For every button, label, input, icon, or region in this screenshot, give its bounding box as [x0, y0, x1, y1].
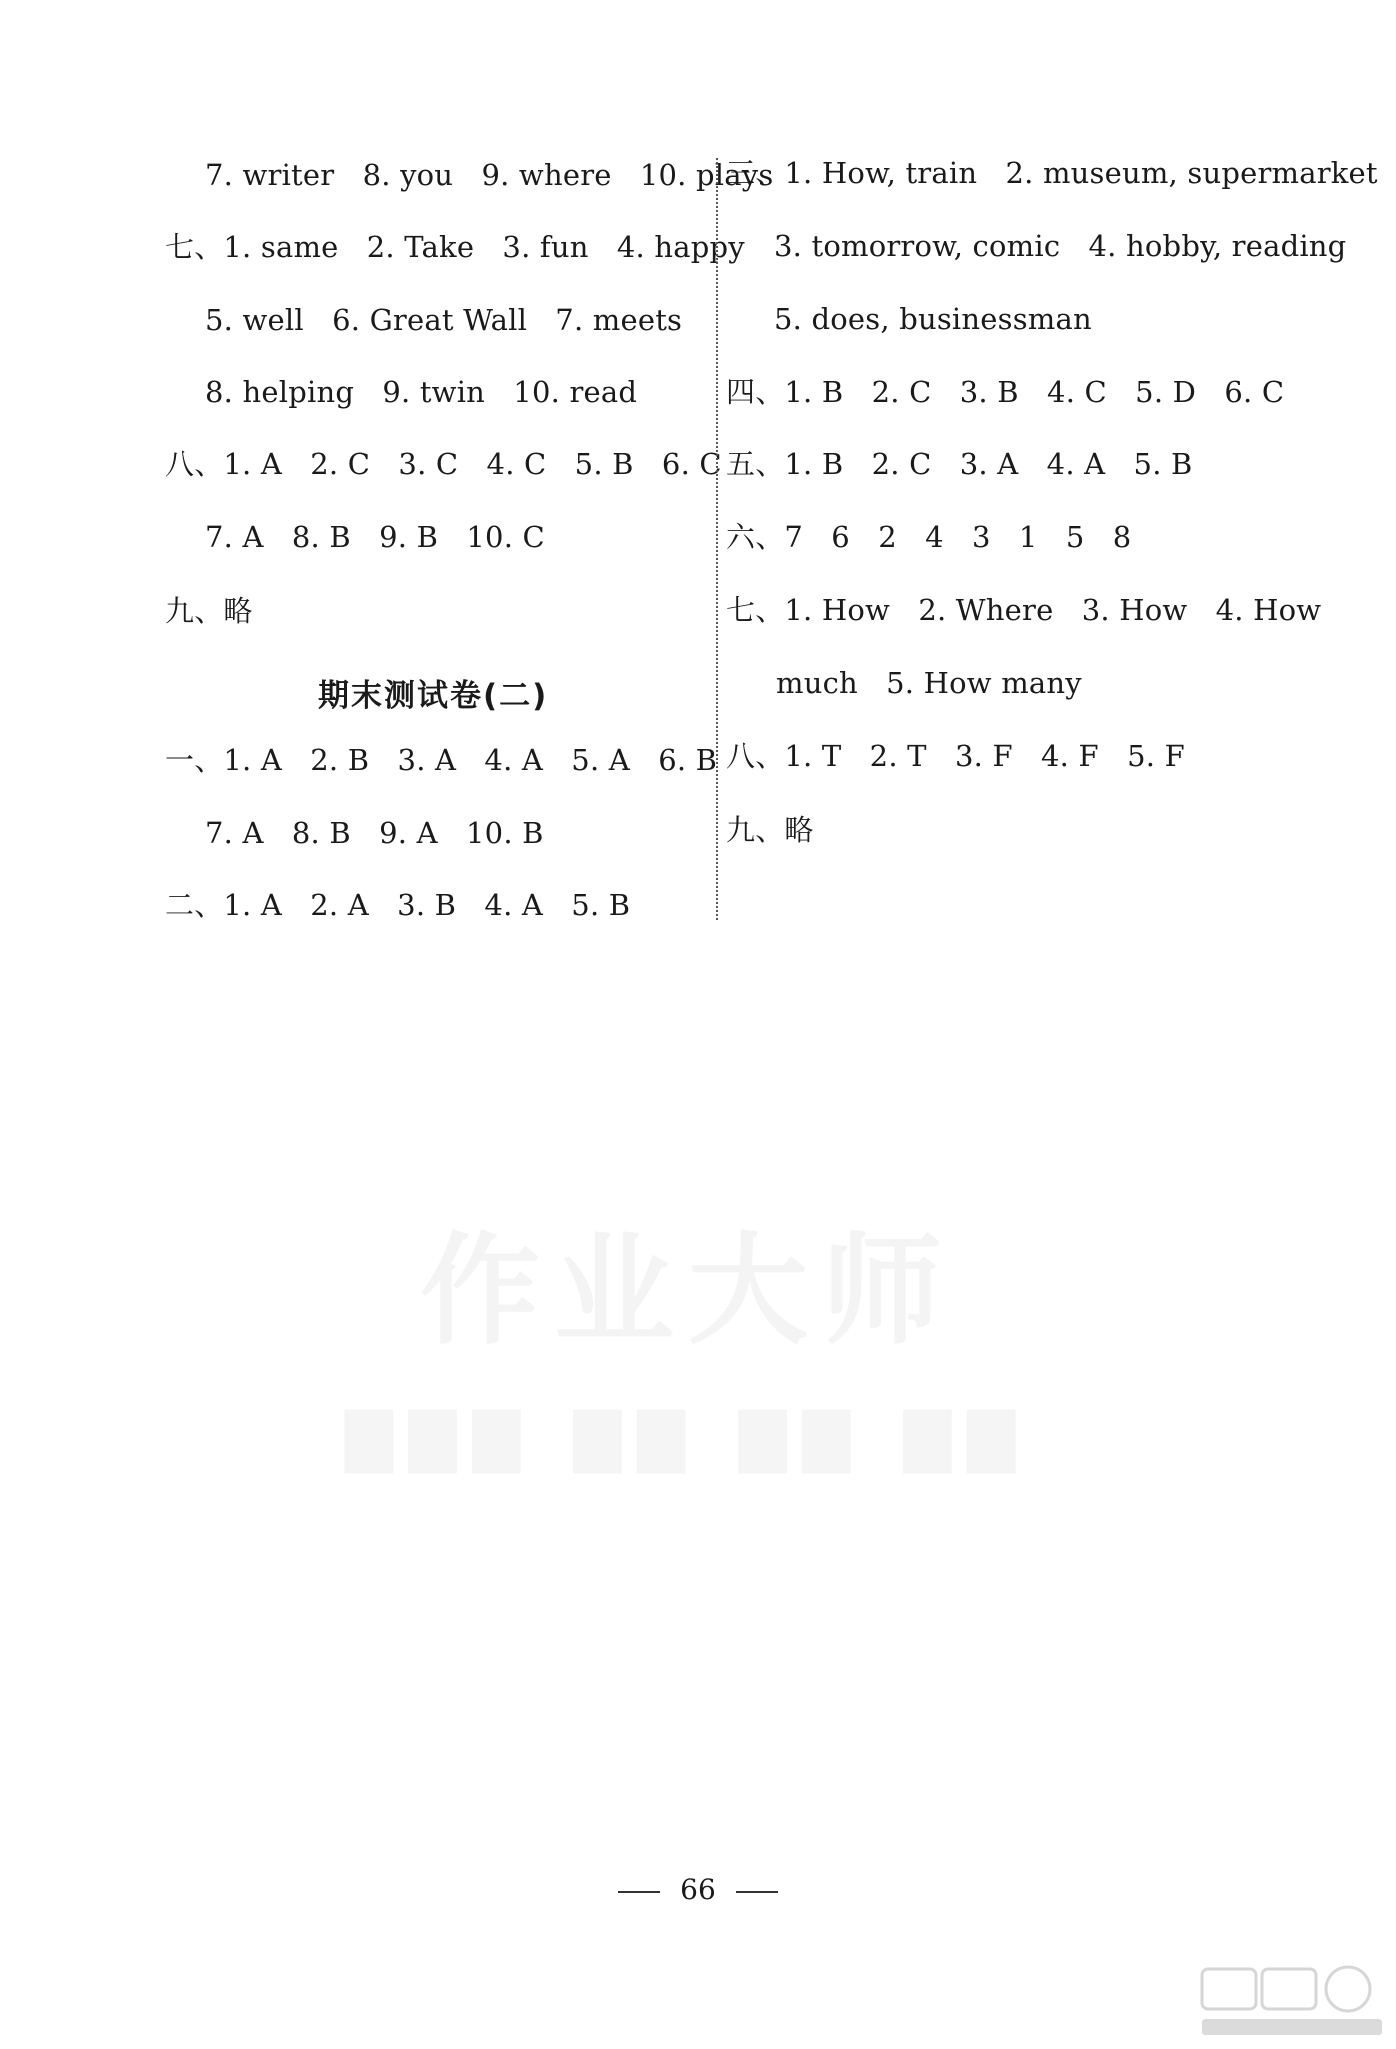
answer-line: 八、1. A 2. C 3. C 4. C 5. B 6. C	[165, 447, 722, 481]
page-number-text: 66	[680, 1873, 716, 1906]
dash-right	[736, 1891, 778, 1893]
answer-line: 7. writer 8. you 9. where 10. plays	[205, 158, 774, 192]
watermark	[420, 1195, 956, 1367]
watermark-subtitle	[345, 1400, 1031, 1473]
answer-line: 3. tomorrow, comic 4. hobby, reading	[774, 229, 1347, 263]
answer-line: 六、7 6 2 4 3 1 5 8	[726, 520, 1132, 554]
answer-line: 三、1. How, train 2. museum, supermarket	[726, 156, 1378, 190]
answer-line: 九、略	[165, 594, 253, 628]
answer-line: 8. helping 9. twin 10. read	[205, 375, 638, 409]
answer-line: 九、略	[726, 813, 814, 847]
answer-line: 一、1. A 2. B 3. A 4. A 5. A 6. B	[165, 743, 718, 777]
answer-line: 二、1. A 2. A 3. B 4. A 5. B	[165, 888, 631, 922]
answer-line: 7. A 8. B 9. B 10. C	[205, 520, 545, 554]
answer-line: 七、1. How 2. Where 3. How 4. How	[726, 593, 1322, 627]
answer-line: 7. A 8. B 9. A 10. B	[205, 816, 544, 850]
answer-line: 四、1. B 2. C 3. B 4. C 5. D 6. C	[726, 375, 1285, 409]
answer-line: much 5. How many	[776, 666, 1082, 700]
site-logo	[1196, 1961, 1386, 2041]
column-divider	[716, 158, 718, 920]
answer-line: 八、1. T 2. T 3. F 4. F 5. F	[726, 739, 1185, 773]
answer-line: 七、1. same 2. Take 3. fun 4. happy	[165, 230, 745, 264]
page-number	[0, 1873, 1396, 1906]
answer-line: 五、1. B 2. C 3. A 4. A 5. B	[726, 447, 1193, 481]
answer-line: 5. does, businessman	[774, 302, 1092, 336]
section-title: 期末测试卷(二)	[318, 678, 549, 714]
answer-line: 5. well 6. Great Wall 7. meets	[205, 303, 683, 337]
dash-left	[618, 1891, 660, 1893]
